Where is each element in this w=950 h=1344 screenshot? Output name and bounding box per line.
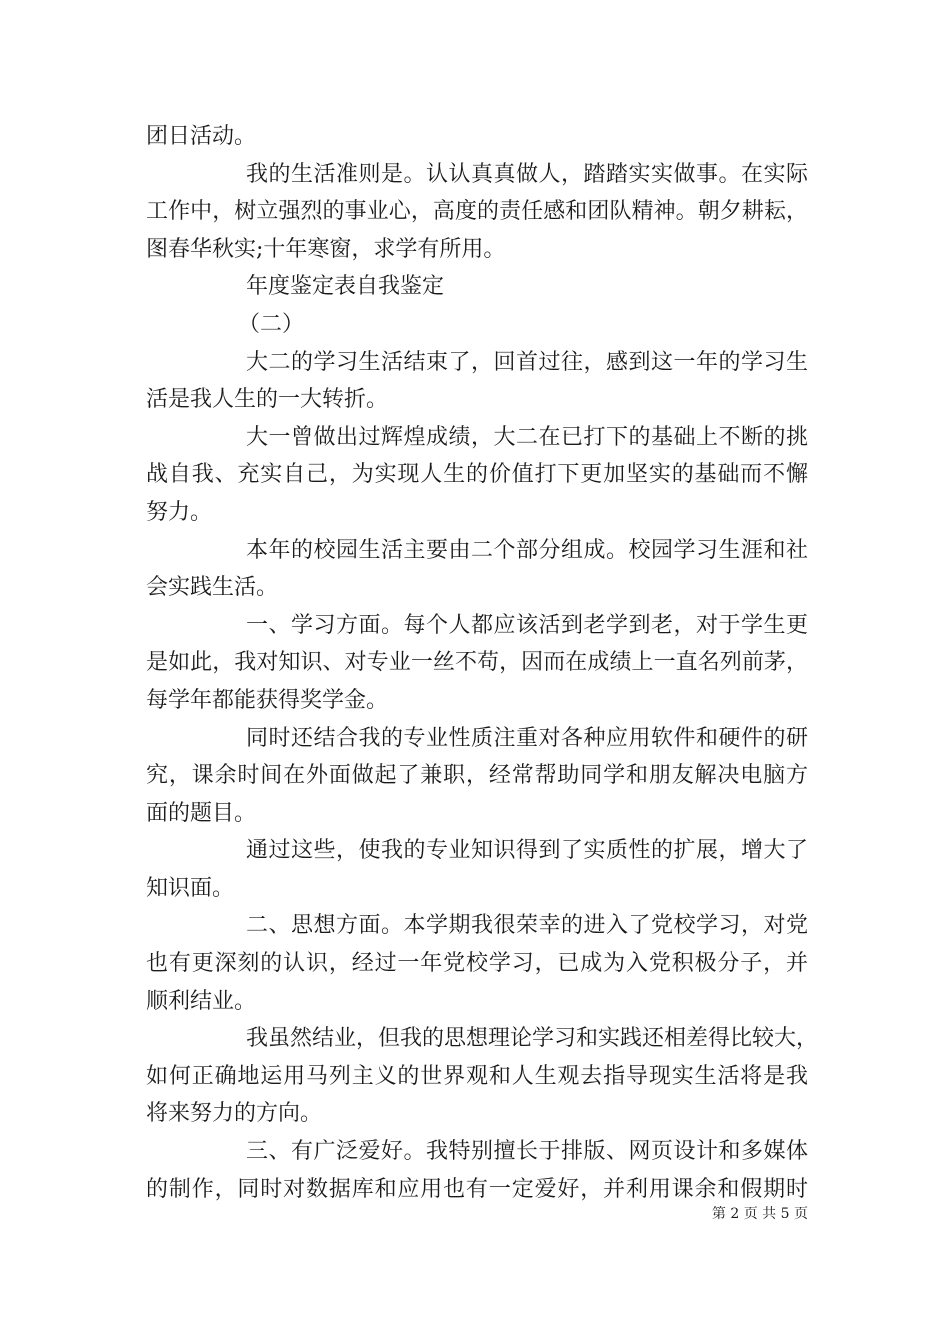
- text-line: 也有更深刻的认识，经过一年党校学习，已成为入党积极分子，并: [146, 951, 808, 977]
- text-line: 会实践生活。: [146, 575, 279, 601]
- text-line: 顺利结业。: [146, 988, 257, 1014]
- text-line: 同时还结合我的专业性质注重对各种应用软件和硬件的研: [246, 725, 808, 751]
- text-line: 每学年都能获得奖学金。: [146, 687, 389, 713]
- text-line: 面的题目。: [146, 800, 257, 826]
- text-line: 的制作，同时对数据库和应用也有一定爱好，并利用课余和假期时: [146, 1176, 808, 1202]
- text-line: 是如此，我对知识、对专业一丝不苟，因而在成绩上一直名列前茅，: [146, 650, 808, 676]
- section-heading: 年度鉴定表自我鉴定: [246, 274, 445, 300]
- text-line: 大二的学习生活结束了，回首过往，感到这一年的学习生: [246, 349, 808, 375]
- text-line: 团日活动。: [146, 124, 257, 149]
- text-line: 活是我人生的一大转折。: [146, 387, 389, 413]
- text-line: 本年的校园生活主要由二个部分组成。校园学习生涯和社: [246, 537, 808, 563]
- text-line: 究，课余时间在外面做起了兼职，经常帮助同学和朋友解决电脑方: [146, 763, 808, 789]
- text-line: 通过这些，使我的专业知识得到了实质性的扩展，增大了: [246, 838, 808, 864]
- text-line: 二、思想方面。本学期我很荣幸的进入了党校学习，对党: [246, 913, 808, 939]
- text-line: 三、有广泛爱好。我特别擅长于排版、网页设计和多媒体: [246, 1139, 808, 1165]
- text-line: 我的生活准则是。认认真真做人，踏踏实实做事。在实际: [246, 161, 808, 187]
- document-body: [146, 118, 819, 1208]
- text-line: 工作中，树立强烈的事业心，高度的责任感和团队精神。朝夕耕耘，: [146, 199, 808, 225]
- section-subheading: （二）: [238, 311, 305, 337]
- page-number-footer: 第 2 页 共 5 页: [711, 1206, 808, 1222]
- text-line: 努力。: [146, 499, 213, 525]
- text-line: 战自我、充实自己，为实现人生的价值打下更加坚实的基础而不懈: [146, 462, 808, 488]
- text-line: 如何正确地运用马列主义的世界观和人生观去指导现实生活将是我: [146, 1063, 808, 1089]
- text-line: 一、学习方面。每个人都应该活到老学到老，对于学生更: [246, 612, 808, 638]
- text-line: 知识面。: [146, 875, 235, 901]
- text-line: 大一曾做出过辉煌成绩，大二在已打下的基础上不断的挑: [246, 424, 808, 450]
- text-line: 图春华秋实;十年寒窗，求学有所用。: [146, 236, 506, 262]
- text-line: 将来努力的方向。: [146, 1101, 323, 1127]
- text-line: 我虽然结业，但我的思想理论学习和实践还相差得比较大，: [246, 1026, 819, 1052]
